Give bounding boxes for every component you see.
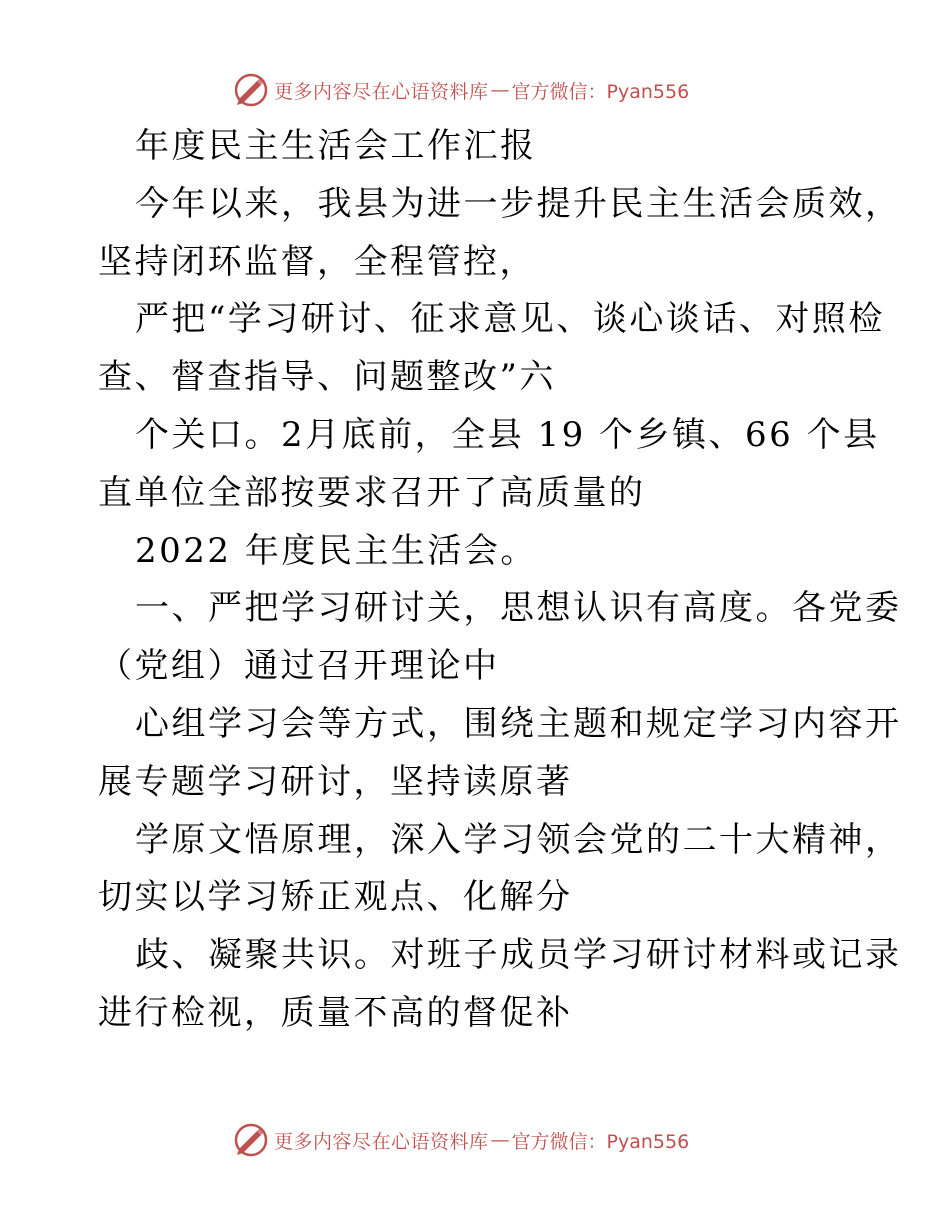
paragraph-line: 严把“学习研讨、征求意见、谈心谈话、对照检	[135, 299, 885, 340]
paragraph-line: 学原文悟原理，深入学习领会党的二十大精神，	[135, 819, 902, 860]
paragraph-line: 查、督查指导、问题整改”六	[98, 357, 556, 398]
paragraph-line: 个关口。2月底前，全县 19 个乡镇、66 个县	[135, 414, 880, 455]
pen-logo-icon	[232, 71, 270, 109]
paragraph-line: 2022 年度民主生活会。	[135, 530, 537, 571]
section-heading-line: 一、严把学习研讨关，思想认识有高度。各党委	[135, 588, 902, 629]
paragraph-line: 直单位全部按要求召开了高质量的	[98, 472, 646, 513]
paragraph-line: 坚持闭环监督，全程管控，	[98, 241, 536, 282]
paragraph-line: 进行检视，质量不高的督促补	[98, 992, 573, 1033]
header-watermark-separator: —	[490, 79, 510, 101]
header-watermark-text: 更多内容尽在心语资料库	[274, 80, 489, 103]
paragraph-line: 今年以来，我县为进一步提升民主生活会质效，	[135, 183, 902, 224]
document-body	[98, 118, 902, 1043]
footer-watermark	[232, 1120, 689, 1160]
paragraph-line: 心组学习会等方式，围绕主题和规定学习内容开	[135, 703, 902, 744]
header-watermark-wechat: 官方微信：Pyan556	[511, 80, 690, 103]
paragraph-line: 歧、凝聚共识。对班子成员学习研讨材料或记录	[135, 935, 902, 976]
footer-watermark-text: 更多内容尽在心语资料库	[274, 1130, 489, 1153]
header-watermark	[232, 70, 689, 110]
paragraph-line: 切实以学习矫正观点、化解分	[98, 877, 573, 918]
footer-watermark-wechat: 官方微信：Pyan556	[511, 1130, 690, 1153]
footer-watermark-separator: —	[490, 1129, 510, 1151]
paragraph-line: （党组）通过召开理论中	[98, 646, 500, 687]
pen-logo-icon	[232, 1121, 270, 1159]
paragraph-line: 展专题学习研讨，坚持读原著	[98, 761, 573, 802]
document-title: 年度民主生活会工作汇报	[135, 126, 537, 166]
